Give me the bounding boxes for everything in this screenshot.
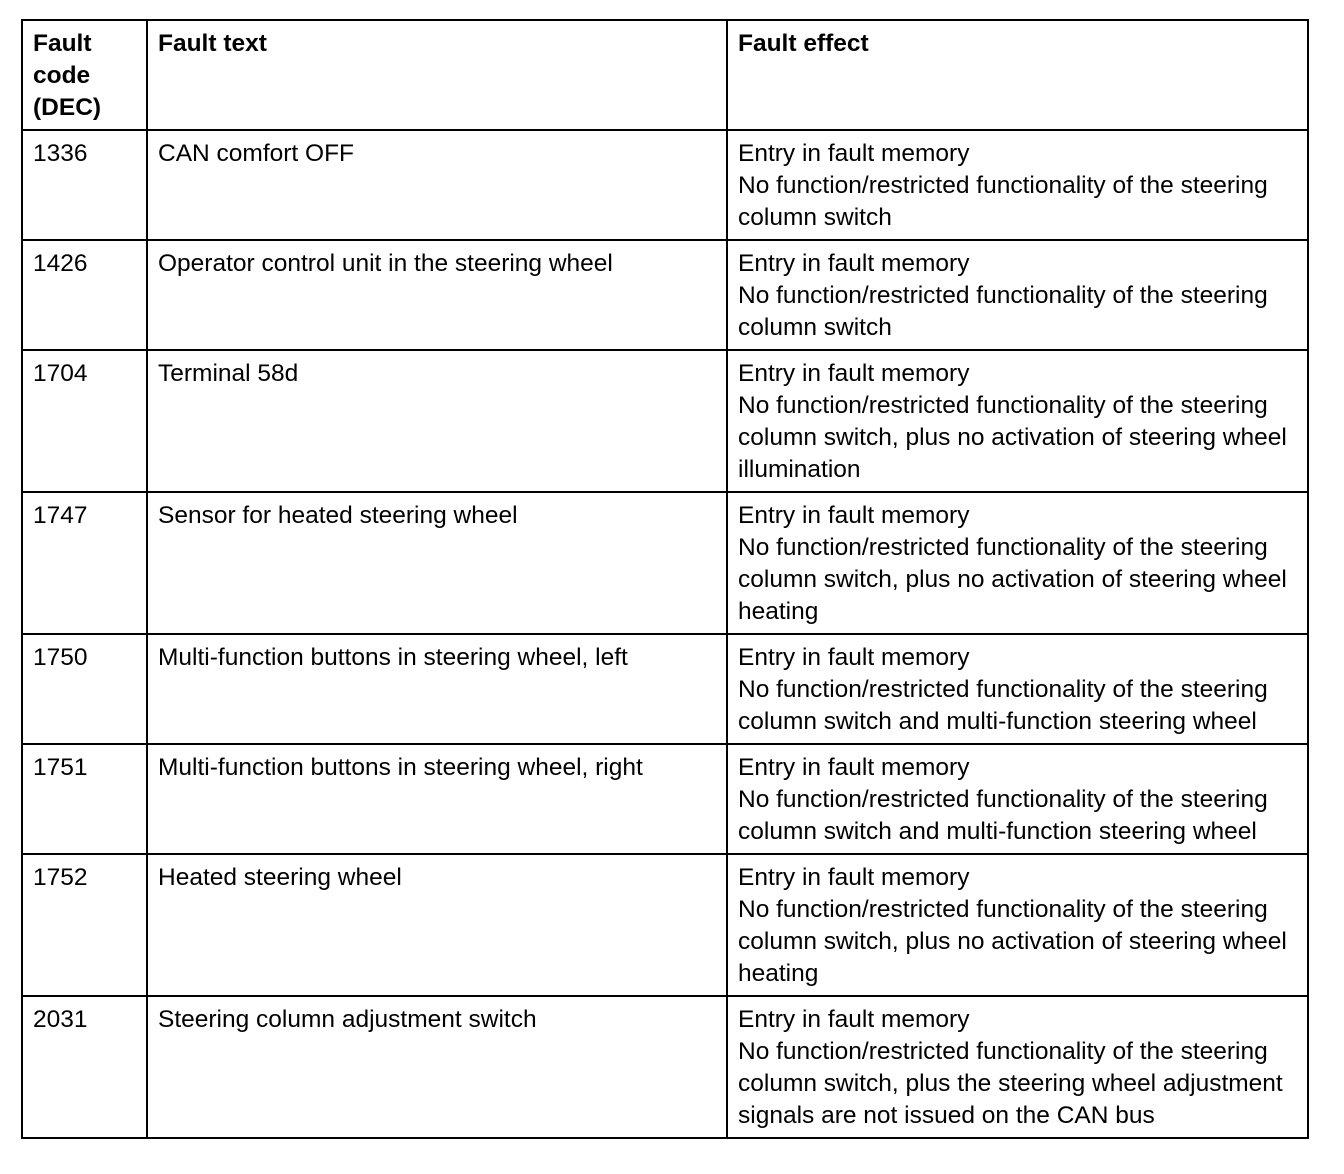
fault-effect-line: No function/restricted functionality of the steering column switch, plus no activation of steering wheel illumination <box>738 392 1287 483</box>
table-row <box>22 240 1308 350</box>
fault-effect-cell <box>727 240 1308 350</box>
table-row <box>22 744 1308 854</box>
fault-effect-cell <box>727 350 1308 492</box>
table-row <box>22 492 1308 634</box>
fault-effect-line: No function/restricted functionality of the steering column switch and multi-function steering wheel <box>738 786 1268 845</box>
fault-code-cell: 1336 <box>22 130 147 240</box>
table-header-row <box>22 20 1308 130</box>
fault-effect-cell <box>727 634 1308 744</box>
table-row <box>22 130 1308 240</box>
fault-code-cell: 2031 <box>22 996 147 1138</box>
fault-text-cell: Heated steering wheel <box>147 854 727 996</box>
fault-effect-line: No function/restricted functionality of the steering column switch, plus no activation of steering wheel heating <box>738 534 1287 625</box>
fault-code-cell: 1752 <box>22 854 147 996</box>
fault-text-cell: Steering column adjustment switch <box>147 996 727 1138</box>
fault-effect-line: Entry in fault memory <box>738 864 970 891</box>
fault-text-cell: Operator control unit in the steering wheel <box>147 240 727 350</box>
fault-code-cell: 1751 <box>22 744 147 854</box>
fault-text-cell: Terminal 58d <box>147 350 727 492</box>
header-fault-text: Fault text <box>147 20 727 130</box>
fault-effect-line: No function/restricted functionality of the steering column switch, plus the steering wheel adjustment signals are not issued on the CAN bus <box>738 1038 1283 1129</box>
fault-effect-line: Entry in fault memory <box>738 644 970 671</box>
fault-effect-line: Entry in fault memory <box>738 502 970 529</box>
fault-effect-cell <box>727 996 1308 1138</box>
fault-effect-cell <box>727 854 1308 996</box>
fault-effect-cell <box>727 492 1308 634</box>
fault-text-cell: CAN comfort OFF <box>147 130 727 240</box>
fault-code-cell: 1704 <box>22 350 147 492</box>
fault-effect-line: Entry in fault memory <box>738 360 970 387</box>
table-row <box>22 996 1308 1138</box>
table-row <box>22 634 1308 744</box>
fault-code-cell: 1747 <box>22 492 147 634</box>
fault-effect-line: Entry in fault memory <box>738 1006 970 1033</box>
fault-effect-line: No function/restricted functionality of the steering column switch <box>738 172 1268 231</box>
fault-effect-cell <box>727 744 1308 854</box>
fault-effect-cell <box>727 130 1308 240</box>
fault-code-cell: 1750 <box>22 634 147 744</box>
fault-code-cell: 1426 <box>22 240 147 350</box>
fault-effect-line: Entry in fault memory <box>738 754 970 781</box>
fault-text-cell: Multi-function buttons in steering wheel, left <box>147 634 727 744</box>
table-row <box>22 854 1308 996</box>
fault-code-table <box>21 19 1309 1139</box>
fault-effect-line: No function/restricted functionality of the steering column switch, plus no activation of steering wheel heating <box>738 896 1287 987</box>
fault-effect-line: Entry in fault memory <box>738 250 970 277</box>
table-row <box>22 350 1308 492</box>
header-fault-effect: Fault effect <box>727 20 1308 130</box>
fault-text-cell: Multi-function buttons in steering wheel, right <box>147 744 727 854</box>
fault-effect-line: Entry in fault memory <box>738 140 970 167</box>
header-fault-code: Fault code (DEC) <box>22 20 147 130</box>
fault-text-cell: Sensor for heated steering wheel <box>147 492 727 634</box>
fault-effect-line: No function/restricted functionality of the steering column switch <box>738 282 1268 341</box>
fault-effect-line: No function/restricted functionality of the steering column switch and multi-function steering wheel <box>738 676 1268 735</box>
